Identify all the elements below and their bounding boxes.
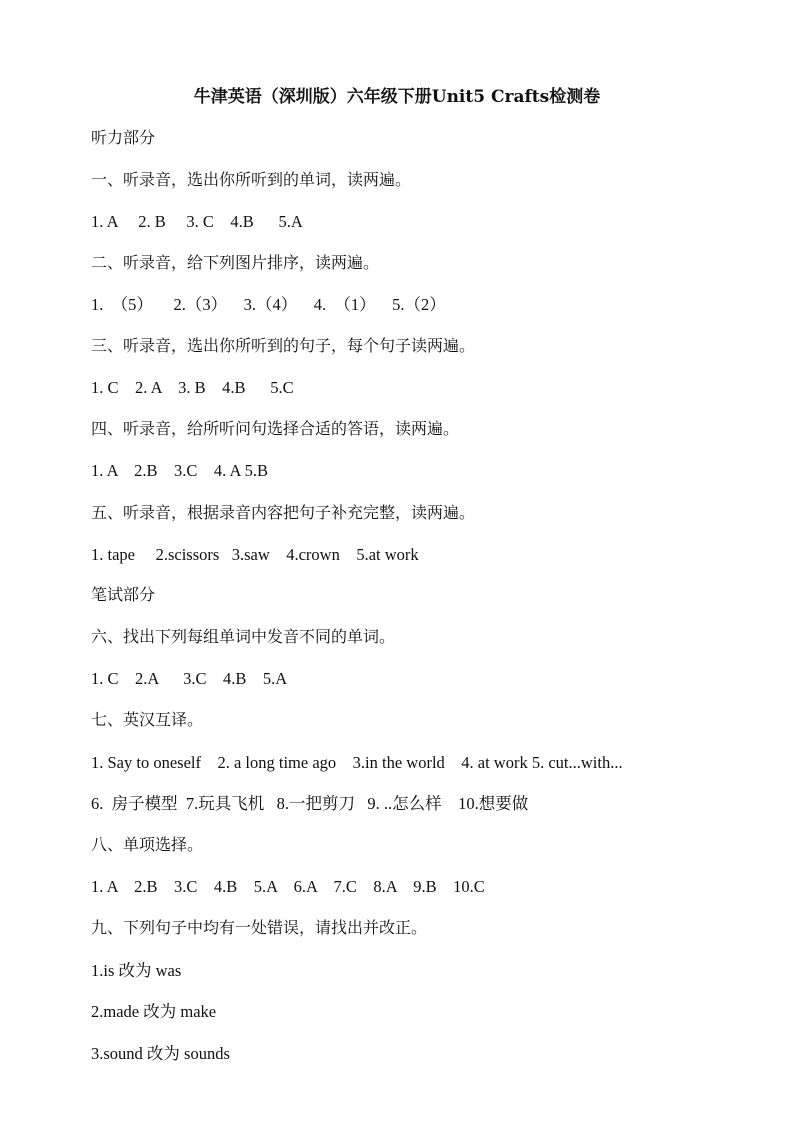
- question-heading-9: 九、下列句子中均有一处错误，请找出并改正。: [91, 918, 428, 937]
- question-heading-3: 三、听录音，选出你所听到的句子，每个句子读两遍。: [91, 336, 476, 355]
- answer-line-7b: 6. 房子模型 7.玩具飞机 8.一把剪刀 9. ..怎么样 10.想要做: [91, 794, 529, 813]
- section-heading-listening: 听力部分: [91, 128, 156, 147]
- answer-line-9b: 2.made 改为 make: [91, 1002, 217, 1021]
- document-title: 牛津英语（深圳版）六年级下册Unit5 Crafts检测卷: [193, 87, 601, 107]
- question-heading-8: 八、单项选择。: [91, 835, 204, 854]
- answer-line-7a: 1. Say to oneself 2. a long time ago 3.in the world 4. at work 5. cut...with...: [91, 753, 623, 772]
- question-heading-6: 六、找出下列每组单词中发音不同的单词。: [91, 627, 396, 646]
- answer-line-8: 1. A 2.B 3.C 4.B 5.A 6.A 7.C 8.A 9.B 10.C: [91, 877, 485, 896]
- answer-line-9a: 1.is 改为 was: [91, 961, 182, 980]
- section-heading-written: 笔试部分: [91, 585, 156, 604]
- answer-line-5: 1. tape 2.scissors 3.saw 4.crown 5.at work: [91, 545, 419, 564]
- answer-line-9c: 3.sound 改为 sounds: [91, 1044, 230, 1063]
- answer-line-6: 1. C 2.A 3.C 4.B 5.A: [91, 669, 288, 688]
- answer-line-4: 1. A 2.B 3.C 4. A 5.B: [91, 461, 268, 480]
- question-heading-2: 二、听录音，给下列图片排序，读两遍。: [91, 253, 380, 272]
- question-heading-1: 一、听录音，选出你所听到的单词，读两遍。: [91, 170, 412, 189]
- answer-line-2: 1. （5） 2.（3） 3.（4） 4. （1） 5.（2）: [91, 295, 446, 314]
- question-heading-5: 五、听录音，根据录音内容把句子补充完整，读两遍。: [91, 503, 476, 522]
- answer-line-3: 1. C 2. A 3. B 4.B 5.C: [91, 378, 294, 397]
- question-heading-4: 四、听录音，给所听问句选择合适的答语，读两遍。: [91, 419, 460, 438]
- question-heading-7: 七、英汉互译。: [91, 710, 204, 729]
- answer-line-1: 1. A 2. B 3. C 4.B 5.A: [91, 212, 303, 231]
